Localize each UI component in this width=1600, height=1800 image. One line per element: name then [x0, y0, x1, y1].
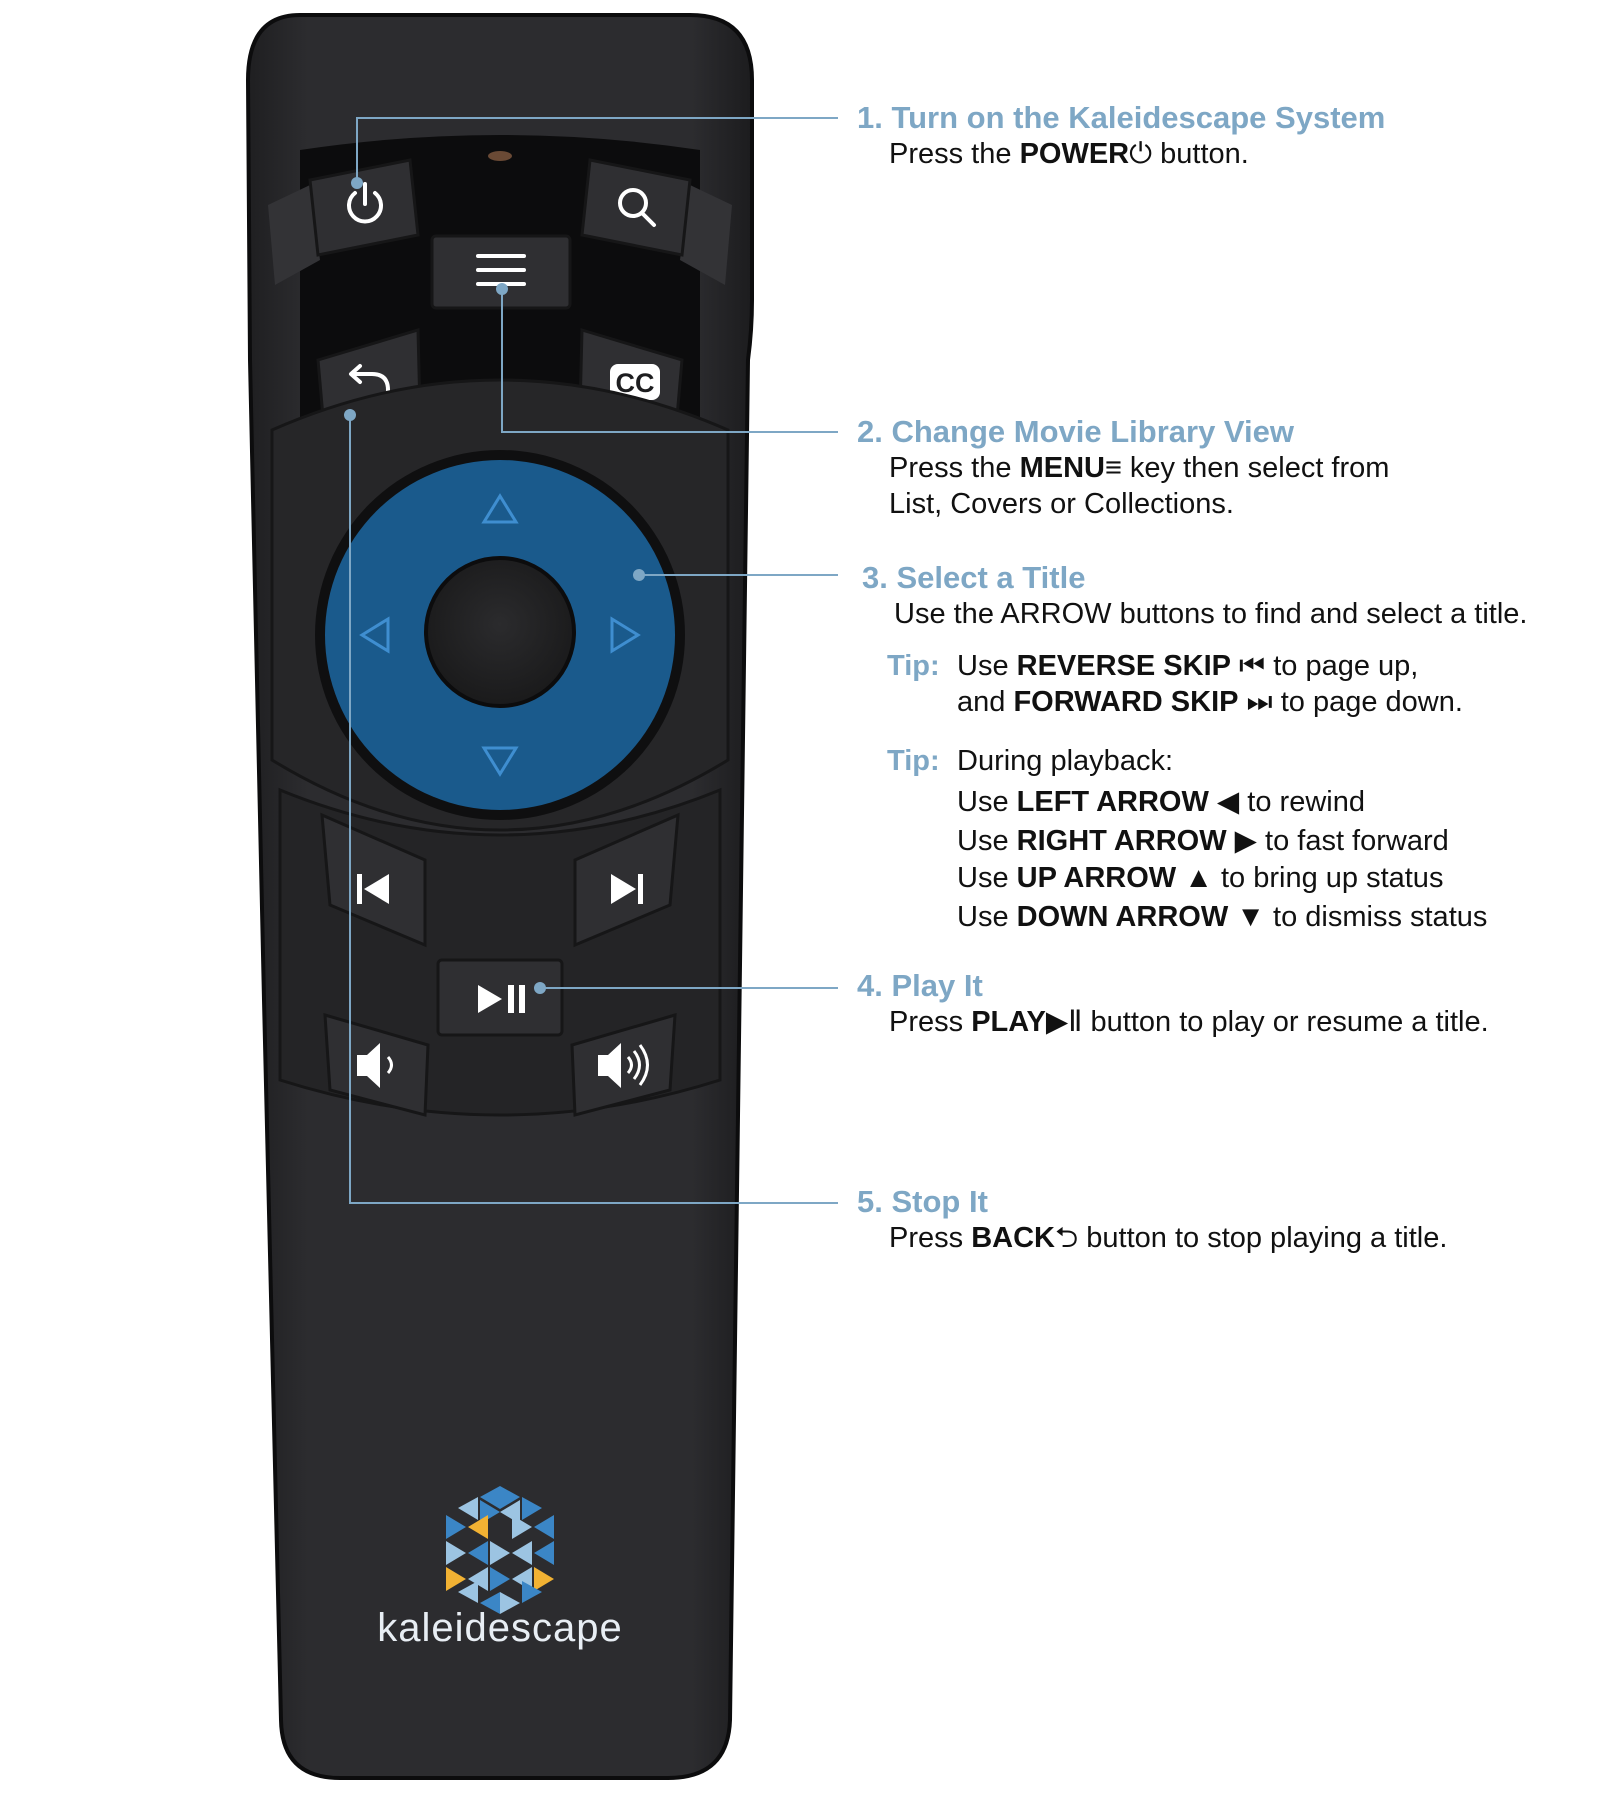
- tip-2-line-3-post: to fast forward: [1265, 825, 1449, 857]
- back-symbol: ⮌: [1054, 1222, 1079, 1254]
- step-4-title: 4. Play It: [857, 968, 983, 1003]
- forward-skip-symbol: ⏭: [1238, 686, 1281, 718]
- brand-name: kaleidescape: [377, 1606, 623, 1650]
- power-symbol: ⏻: [1129, 138, 1153, 170]
- tip-1-line-1-bold: REVERSE SKIP: [1016, 650, 1231, 682]
- step-2-body-line2: List, Covers or Collections.: [889, 488, 1234, 520]
- tip-1-line-1-pre: Use: [957, 650, 1017, 682]
- step-5-bold: BACK: [971, 1222, 1055, 1254]
- down-arrow-symbol: ▼: [1228, 901, 1274, 933]
- tip-2-line-5-pre: Use: [957, 901, 1017, 933]
- step-4-suffix: button to play or resume a title.: [1082, 1006, 1489, 1038]
- tip-2-line-5: [957, 901, 1487, 934]
- step-1-suffix: button.: [1152, 138, 1249, 170]
- tip-2-line-4: [957, 862, 1443, 895]
- step-1-bold: POWER: [1019, 138, 1130, 170]
- play-symbol: ▶Ⅱ: [1045, 1006, 1083, 1038]
- step-2: [857, 414, 1389, 522]
- up-arrow-symbol: ▲: [1176, 862, 1221, 894]
- tip-1-line-2: [957, 686, 1463, 719]
- tip-1-line-2-bold: FORWARD SKIP: [1013, 686, 1239, 718]
- tip-2-label: Tip:: [887, 745, 940, 777]
- tip-2-line-4-bold: UP ARROW: [1016, 862, 1177, 894]
- step-4-bold: PLAY: [971, 1006, 1046, 1038]
- tip-1-line-1-post: to page up,: [1273, 650, 1419, 682]
- tip-2-line-3: [957, 823, 1449, 858]
- right-arrow-symbol: ▶: [1226, 825, 1266, 857]
- reverse-skip-symbol: ⏮: [1230, 650, 1274, 682]
- step-1-prefix: Press the: [889, 138, 1020, 170]
- tip-2-line-4-post: to bring up status: [1220, 862, 1444, 894]
- select-button[interactable]: [426, 558, 574, 706]
- step-3: [862, 560, 1527, 632]
- tip-2-line-3-pre: Use: [957, 825, 1017, 857]
- tip-2-line-5-post: to dismiss status: [1273, 901, 1488, 933]
- tip-2-line-4-pre: Use: [957, 862, 1017, 894]
- step-1-title: 1. Turn on the Kaleidescape System: [857, 100, 1386, 135]
- tip-2-line-1: [957, 745, 1173, 778]
- tip-2-line-5-bold: DOWN ARROW: [1016, 901, 1229, 933]
- step-2-bold: MENU: [1019, 452, 1105, 484]
- tip-1-label: Tip:: [887, 650, 940, 682]
- step-1: [857, 100, 1385, 172]
- menu-symbol: ≡: [1104, 452, 1122, 484]
- step-4: [857, 968, 1489, 1040]
- play-pause-button[interactable]: [438, 960, 562, 1035]
- step-2-title: 2. Change Movie Library View: [857, 414, 1295, 449]
- step-1-body: [857, 136, 1385, 172]
- tip-2-line-1-pre: During playback:: [957, 745, 1173, 777]
- ir-led: [488, 151, 512, 161]
- step-2-body: [857, 450, 1389, 486]
- tip-2-line-2-post: to rewind: [1247, 786, 1365, 818]
- step-5-title: 5. Stop It: [857, 1184, 988, 1219]
- step-5: [857, 1184, 1447, 1256]
- tip-2-line-2-pre: Use: [957, 786, 1017, 818]
- step-2-prefix: Press the: [889, 452, 1020, 484]
- step-4-body: [857, 1004, 1489, 1040]
- step-3-body: Use the ARROW buttons to find and select a title.: [894, 598, 1528, 630]
- step-5-prefix: Press: [889, 1222, 972, 1254]
- tip-2-line-2-bold: LEFT ARROW: [1016, 786, 1209, 818]
- step-5-body: [857, 1220, 1447, 1256]
- step-2-suffix: key then select from: [1121, 452, 1390, 484]
- left-arrow-symbol: ◀: [1208, 786, 1248, 818]
- step-5-suffix: button to stop playing a title.: [1078, 1222, 1448, 1254]
- step-3-title: 3. Select a Title: [862, 560, 1086, 595]
- tip-1-line-1: [957, 650, 1418, 683]
- tip-2-line-3-bold: RIGHT ARROW: [1016, 825, 1227, 857]
- cc-label: CC: [615, 368, 655, 398]
- step-4-prefix: Press: [889, 1006, 972, 1038]
- tip-1-line-2-pre: and: [957, 686, 1014, 718]
- tip-1-line-2-post: to page down.: [1280, 686, 1463, 718]
- tip-2-line-2: [957, 784, 1365, 819]
